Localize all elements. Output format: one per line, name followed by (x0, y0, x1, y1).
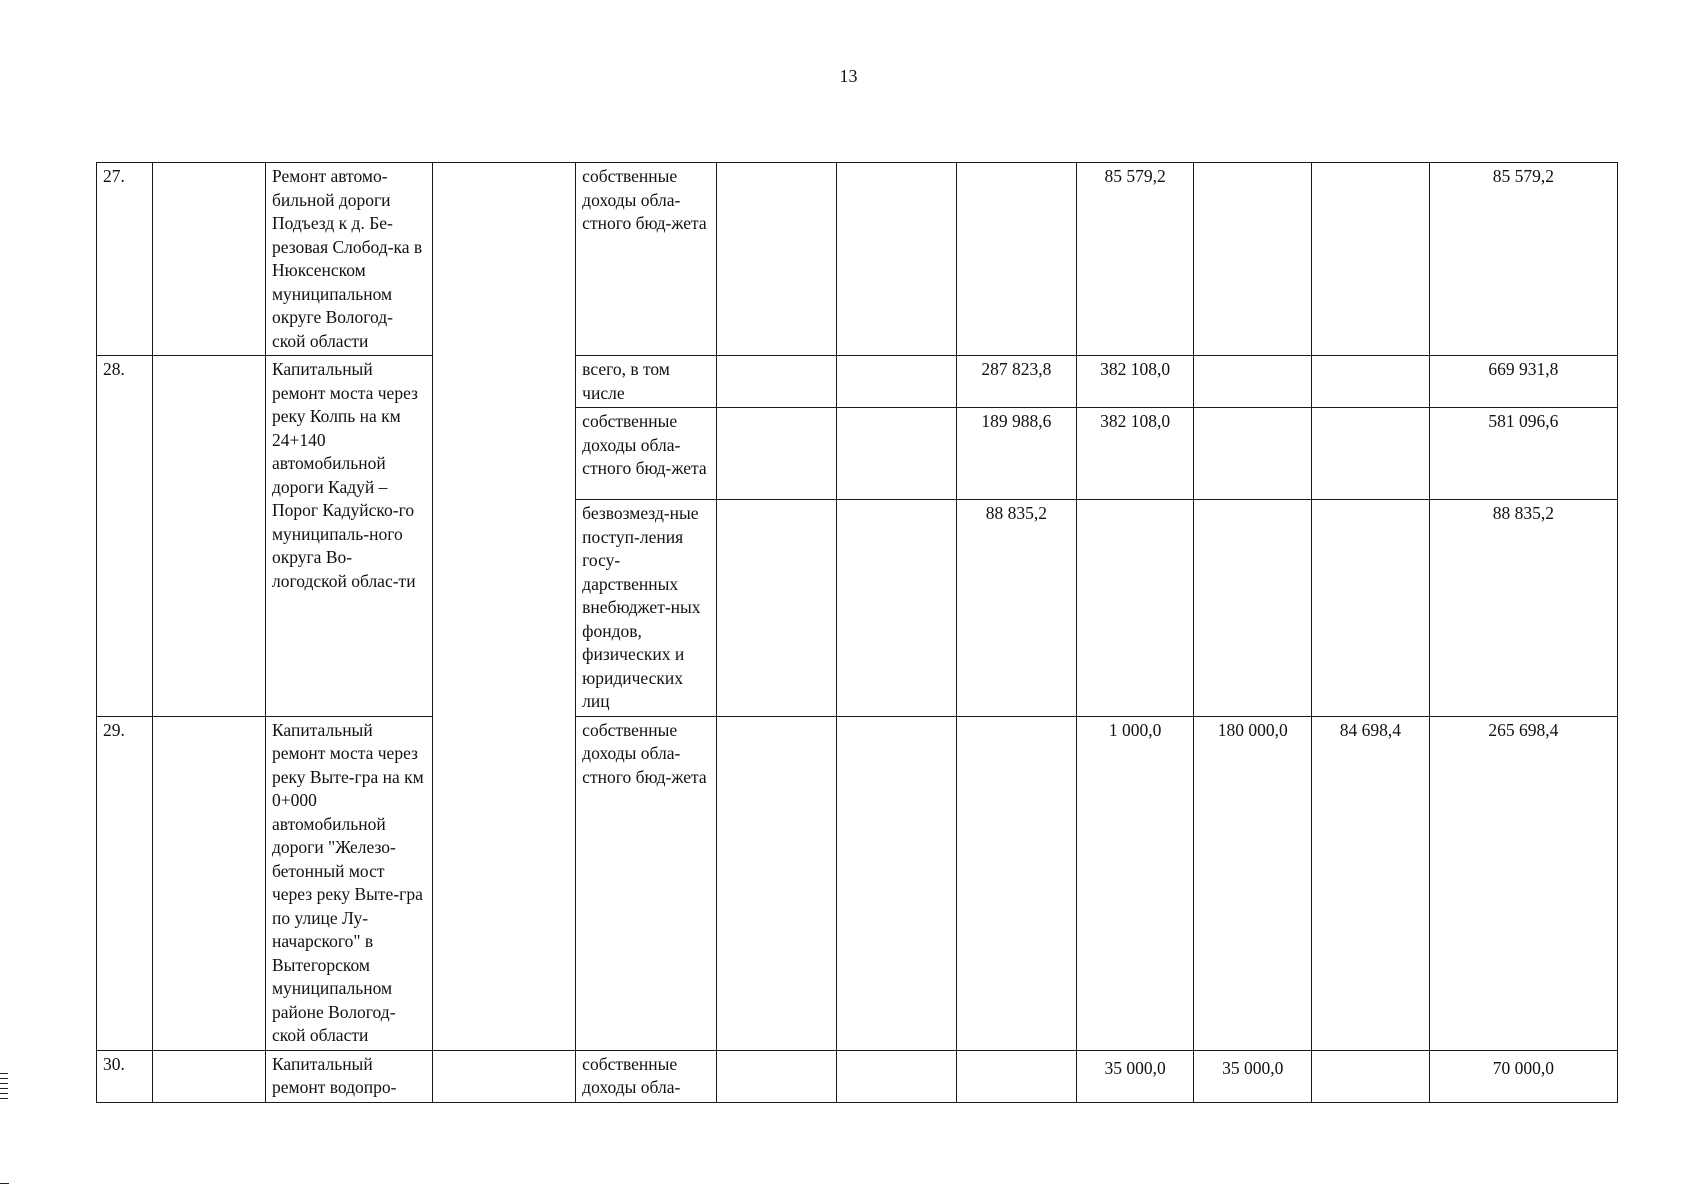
value-2028 (1312, 356, 1430, 408)
value-2028 (1312, 163, 1430, 356)
empty-cell (432, 163, 575, 1051)
value-total: 265 698,4 (1429, 716, 1617, 1050)
funding-source: собственные доходы обла-стного бюд-жета (576, 716, 717, 1050)
object-name: Капитальный ремонт моста через реку Выте-гра на км 0+000 автомобильной дороги "Железо-бетонный мост через реку Выте-гра по улице Лу-начарского" в Вытегорском муниципальном районе Вологод-ской области (265, 716, 432, 1050)
empty-cell (717, 163, 837, 356)
value-2026: 35 000,0 (1076, 1050, 1194, 1102)
value-2025 (956, 163, 1076, 356)
empty-cell (152, 356, 265, 717)
value-total: 581 096,6 (1429, 408, 1617, 500)
page-number: 13 (839, 66, 858, 86)
empty-cell (837, 1050, 957, 1102)
empty-cell (152, 716, 265, 1050)
budget-table (96, 162, 1618, 1103)
value-total: 70 000,0 (1429, 1050, 1617, 1102)
value-2027 (1194, 500, 1312, 717)
value-2026 (1076, 500, 1194, 717)
table-row (97, 163, 1618, 356)
empty-cell (152, 163, 265, 356)
value-2026: 1 000,0 (1076, 716, 1194, 1050)
value-2025: 88 835,2 (956, 500, 1076, 717)
scan-edge-mark (0, 1073, 8, 1103)
value-2027 (1194, 356, 1312, 408)
value-total: 85 579,2 (1429, 163, 1617, 356)
empty-cell (837, 408, 957, 500)
empty-cell (837, 500, 957, 717)
empty-cell (837, 716, 957, 1050)
table-row (97, 716, 1618, 1050)
row-number: 30. (97, 1050, 153, 1102)
value-total: 669 931,8 (1429, 356, 1617, 408)
row-number: 28. (97, 356, 153, 717)
scan-edge-mark (0, 1183, 9, 1184)
object-name: Ремонт автомо-бильной дороги Подъезд к д. Бе-резовая Слобод-ка в Нюксенском муниципальном округе Вологод-ской области (265, 163, 432, 356)
value-2028 (1312, 408, 1430, 500)
empty-cell (717, 356, 837, 408)
value-2027 (1194, 163, 1312, 356)
row-number: 29. (97, 716, 153, 1050)
row-number: 27. (97, 163, 153, 356)
empty-cell (717, 500, 837, 717)
value-2025: 287 823,8 (956, 356, 1076, 408)
empty-cell (717, 1050, 837, 1102)
object-name: Капитальный ремонт моста через реку Колпь на км 24+140 автомобильной дороги Кадуй – Порог Кадуйско-го муниципаль-ного округа Во-логодской облас-ти (265, 356, 432, 717)
value-2026: 85 579,2 (1076, 163, 1194, 356)
funding-source: всего, в том числе (576, 356, 717, 408)
funding-source: собственные доходы обла-стного бюд-жета (576, 163, 717, 356)
funding-source: собственные доходы обла- (576, 1050, 717, 1102)
value-2028 (1312, 1050, 1430, 1102)
empty-cell (152, 1050, 265, 1102)
value-2026: 382 108,0 (1076, 356, 1194, 408)
table-row (97, 1050, 1618, 1102)
value-2027: 35 000,0 (1194, 1050, 1312, 1102)
empty-cell (432, 1050, 575, 1102)
value-2028 (1312, 500, 1430, 717)
funding-source: безвозмезд-ные поступ-ления госу-дарственных внебюджет-ных фондов, физических и юридических лиц (576, 500, 717, 717)
value-total: 88 835,2 (1429, 500, 1617, 717)
empty-cell (717, 716, 837, 1050)
value-2027 (1194, 408, 1312, 500)
table-row (97, 356, 1618, 408)
object-name: Капитальный ремонт водопро- (265, 1050, 432, 1102)
empty-cell (837, 163, 957, 356)
value-2025 (956, 1050, 1076, 1102)
value-2025 (956, 716, 1076, 1050)
empty-cell (717, 408, 837, 500)
value-2026: 382 108,0 (1076, 408, 1194, 500)
empty-cell (837, 356, 957, 408)
value-2028: 84 698,4 (1312, 716, 1430, 1050)
funding-source: собственные доходы обла-стного бюд-жета (576, 408, 717, 500)
value-2027: 180 000,0 (1194, 716, 1312, 1050)
value-2025: 189 988,6 (956, 408, 1076, 500)
